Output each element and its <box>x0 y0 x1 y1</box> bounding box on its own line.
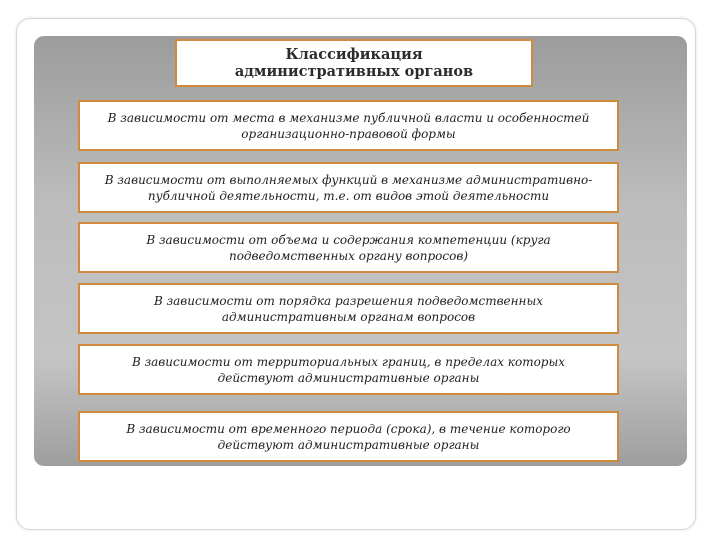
slide-title-line-2: административных органов <box>234 63 474 80</box>
classification-item-territory <box>78 344 619 395</box>
classification-item-competence <box>78 222 619 273</box>
item-line-1: В зависимости от территориальных границ, в пределах которых <box>131 354 566 369</box>
classification-item-functions <box>78 162 619 213</box>
item-line-1: В зависимости от объема и содержания компетенции (круга <box>146 232 551 247</box>
item-line-2: действуют административные органы <box>217 437 480 452</box>
item-line-2: административным органам вопросов <box>221 309 476 324</box>
classification-item-procedure <box>78 283 619 334</box>
item-line-1: В зависимости от временного периода (срока), в течение которого <box>126 421 571 436</box>
classification-item-place <box>78 100 619 151</box>
item-line-2: действуют административные органы <box>217 370 480 385</box>
item-line-2: организационно-правовой формы <box>241 126 456 141</box>
slide-title <box>175 39 533 87</box>
slide-title-line-1: Классификация <box>285 46 423 63</box>
classification-item-time-period <box>78 411 619 462</box>
item-line-1: В зависимости от порядка разрешения подведомственных <box>153 293 544 308</box>
item-line-1: В зависимости от выполняемых функций в механизме административно- <box>104 172 593 187</box>
item-line-1: В зависимости от места в механизме публичной власти и особенностей <box>107 110 590 125</box>
item-line-2: публичной деятельности, т.е. от видов этой деятельности <box>147 188 550 203</box>
item-line-2: подведомственных органу вопросов) <box>228 248 469 263</box>
